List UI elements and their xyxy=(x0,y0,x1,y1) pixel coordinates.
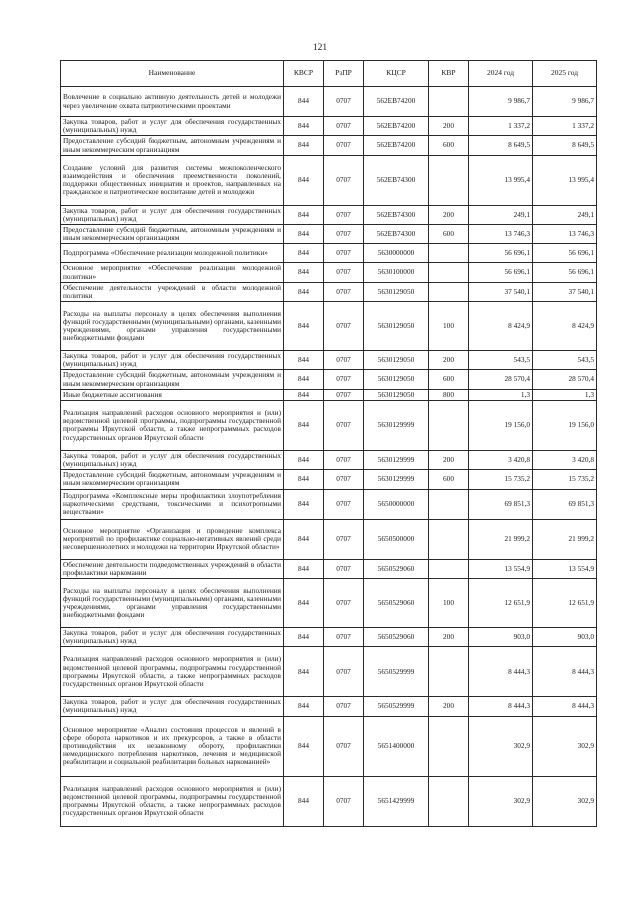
header-kvsr: КВСР xyxy=(284,61,324,87)
header-kcsr: КЦСР xyxy=(364,61,429,87)
cell-2025: 21 999,2 xyxy=(533,519,597,559)
cell-name: Реализация направлений расходов основного мероприятия и (или) ведомственной целевой программы, подпрограммы государственной программы Иркутской области, а также непрограммных расходов государственных органов Иркутской области xyxy=(61,400,284,450)
cell-kvsr: 844 xyxy=(284,263,324,282)
cell-2025: 1 337,2 xyxy=(533,117,597,136)
cell-2025: 56 696,1 xyxy=(533,263,597,282)
cell-kvsr: 844 xyxy=(284,627,324,646)
cell-kcsr: 5630129050 xyxy=(364,389,429,400)
cell-rzpr: 0707 xyxy=(324,647,364,697)
cell-kvr xyxy=(429,716,469,776)
cell-kvr: 200 xyxy=(429,627,469,646)
cell-2025: 15 735,2 xyxy=(533,470,597,489)
table-row xyxy=(61,87,597,117)
cell-rzpr: 0707 xyxy=(324,716,364,776)
cell-2025: 543,5 xyxy=(533,351,597,370)
table-row xyxy=(61,776,597,826)
cell-2024: 543,5 xyxy=(469,351,533,370)
cell-kcsr: 5650529060 xyxy=(364,578,429,627)
cell-2024: 1,3 xyxy=(469,389,533,400)
cell-kvsr: 844 xyxy=(284,117,324,136)
table-row xyxy=(61,489,597,519)
cell-2024: 56 696,1 xyxy=(469,244,533,263)
cell-kcsr: 5630129999 xyxy=(364,400,429,450)
cell-name: Обеспечение деятельности учреждений в области молодежной политики xyxy=(61,282,284,301)
table-row xyxy=(61,627,597,646)
table-row xyxy=(61,351,597,370)
cell-name: Предоставление субсидий бюджетным, автономным учреждениям и иным некоммерческим организациям xyxy=(61,370,284,389)
cell-rzpr: 0707 xyxy=(324,697,364,716)
cell-name: Предоставление субсидий бюджетным, автономным учреждениям и иным некоммерческим организациям xyxy=(61,136,284,155)
cell-kvr: 200 xyxy=(429,205,469,224)
cell-kvsr: 844 xyxy=(284,302,324,351)
cell-kcsr: 562ЕВ74200 xyxy=(364,136,429,155)
cell-rzpr: 0707 xyxy=(324,400,364,450)
cell-rzpr: 0707 xyxy=(324,389,364,400)
cell-2024: 21 999,2 xyxy=(469,519,533,559)
cell-2024: 8 444,3 xyxy=(469,647,533,697)
table-row xyxy=(61,155,597,205)
cell-name: Иные бюджетные ассигнования xyxy=(61,389,284,400)
cell-kvsr: 844 xyxy=(284,155,324,205)
cell-name: Основное мероприятие «Обеспечение реализации молодежной политики» xyxy=(61,263,284,282)
cell-kcsr: 5651429999 xyxy=(364,776,429,826)
cell-kvsr: 844 xyxy=(284,450,324,469)
table-row xyxy=(61,400,597,450)
cell-2024: 302,9 xyxy=(469,716,533,776)
table-row xyxy=(61,559,597,578)
cell-kvr xyxy=(429,87,469,117)
cell-kvsr: 844 xyxy=(284,489,324,519)
cell-kvsr: 844 xyxy=(284,578,324,627)
cell-2025: 8 649,5 xyxy=(533,136,597,155)
cell-kvsr: 844 xyxy=(284,370,324,389)
cell-kvsr: 844 xyxy=(284,716,324,776)
cell-name: Закупка товаров, работ и услуг для обеспечения государственных (муниципальных) нужд xyxy=(61,205,284,224)
cell-kvr: 800 xyxy=(429,389,469,400)
header-rzpr: РзПР xyxy=(324,61,364,87)
cell-kvr: 200 xyxy=(429,117,469,136)
cell-2025: 28 570,4 xyxy=(533,370,597,389)
cell-kvsr: 844 xyxy=(284,389,324,400)
cell-kvr xyxy=(429,244,469,263)
header-2024: 2024 год xyxy=(469,61,533,87)
cell-kvsr: 844 xyxy=(284,400,324,450)
cell-kvr xyxy=(429,155,469,205)
cell-name: Закупка товаров, работ и услуг для обеспечения государственных (муниципальных) нужд xyxy=(61,697,284,716)
cell-kcsr: 5630100000 xyxy=(364,263,429,282)
cell-2025: 9 986,7 xyxy=(533,87,597,117)
cell-kvr: 200 xyxy=(429,351,469,370)
cell-kcsr: 5650529060 xyxy=(364,627,429,646)
cell-2025: 302,9 xyxy=(533,716,597,776)
cell-name: Создание условий для развития системы межпоколенческого взаимодействия и обеспечения преемственности поколений, поддержки общественных инициатив и проектов, направленных на гражданское и патриотическое воспитание детей и молодежи xyxy=(61,155,284,205)
cell-2024: 302,9 xyxy=(469,776,533,826)
cell-rzpr: 0707 xyxy=(324,370,364,389)
cell-name: Предоставление субсидий бюджетным, автономным учреждениям и иным некоммерческим организациям xyxy=(61,225,284,244)
cell-rzpr: 0707 xyxy=(324,282,364,301)
table-row xyxy=(61,370,597,389)
cell-rzpr: 0707 xyxy=(324,470,364,489)
table-header-row xyxy=(61,61,597,87)
cell-name: Закупка товаров, работ и услуг для обеспечения государственных (муниципальных) нужд xyxy=(61,351,284,370)
cell-kvr xyxy=(429,647,469,697)
cell-kvsr: 844 xyxy=(284,282,324,301)
cell-2024: 1 337,2 xyxy=(469,117,533,136)
table-row xyxy=(61,389,597,400)
cell-2024: 8 444,3 xyxy=(469,697,533,716)
cell-2024: 15 735,2 xyxy=(469,470,533,489)
cell-kvsr: 844 xyxy=(284,647,324,697)
cell-2025: 302,9 xyxy=(533,776,597,826)
cell-rzpr: 0707 xyxy=(324,155,364,205)
cell-kcsr: 5650529999 xyxy=(364,647,429,697)
cell-2025: 12 651,9 xyxy=(533,578,597,627)
cell-2025: 249,1 xyxy=(533,205,597,224)
table-row xyxy=(61,519,597,559)
cell-kvr xyxy=(429,400,469,450)
cell-kvsr: 844 xyxy=(284,559,324,578)
cell-kcsr: 5630129050 xyxy=(364,282,429,301)
cell-rzpr: 0707 xyxy=(324,578,364,627)
cell-kvsr: 844 xyxy=(284,470,324,489)
cell-2024: 56 696,1 xyxy=(469,263,533,282)
table-row xyxy=(61,136,597,155)
table-row xyxy=(61,205,597,224)
cell-2025: 19 156,0 xyxy=(533,400,597,450)
cell-name: Закупка товаров, работ и услуг для обеспечения государственных (муниципальных) нужд xyxy=(61,117,284,136)
cell-name: Расходы на выплаты персоналу в целях обеспечения выполнения функций государственными (муниципальными) органами, казенными учреждениями, органами управления государственными внебюджетными фондами xyxy=(61,302,284,351)
cell-2024: 37 540,1 xyxy=(469,282,533,301)
cell-kvr: 600 xyxy=(429,370,469,389)
cell-kvr xyxy=(429,489,469,519)
cell-name: Подпрограмма «Комплексные меры профилактики злоупотребления наркотическими средствами, токсическими и психотропными веществами» xyxy=(61,489,284,519)
header-2025: 2025 год xyxy=(533,61,597,87)
cell-2024: 69 851,3 xyxy=(469,489,533,519)
cell-name: Расходы на выплаты персоналу в целях обеспечения выполнения функций государственными (муниципальными) органами, казенными учреждениями, органами управления государственными внебюджетными фондами xyxy=(61,578,284,627)
cell-2025: 8 424,9 xyxy=(533,302,597,351)
cell-kvr xyxy=(429,776,469,826)
cell-rzpr: 0707 xyxy=(324,136,364,155)
cell-kvr: 600 xyxy=(429,470,469,489)
cell-kcsr: 562ЕВ74300 xyxy=(364,225,429,244)
cell-2025: 13 995,4 xyxy=(533,155,597,205)
cell-kcsr: 5630129999 xyxy=(364,450,429,469)
table-row xyxy=(61,282,597,301)
cell-2024: 28 570,4 xyxy=(469,370,533,389)
cell-kvsr: 844 xyxy=(284,519,324,559)
cell-2024: 249,1 xyxy=(469,205,533,224)
cell-kcsr: 5650500000 xyxy=(364,519,429,559)
cell-rzpr: 0707 xyxy=(324,559,364,578)
cell-rzpr: 0707 xyxy=(324,244,364,263)
cell-kvr xyxy=(429,263,469,282)
cell-2025: 1,3 xyxy=(533,389,597,400)
cell-name: Реализация направлений расходов основного мероприятия и (или) ведомственной целевой программы, подпрограммы государственной программы Иркутской области, а также непрограммных расходов государственных органов Иркутской области xyxy=(61,647,284,697)
table-row xyxy=(61,716,597,776)
cell-kcsr: 5630129999 xyxy=(364,470,429,489)
cell-kvsr: 844 xyxy=(284,136,324,155)
table-row xyxy=(61,117,597,136)
cell-kvr: 200 xyxy=(429,450,469,469)
cell-kvr: 100 xyxy=(429,302,469,351)
cell-2025: 13 746,3 xyxy=(533,225,597,244)
header-kvr: КВР xyxy=(429,61,469,87)
cell-2025: 69 851,3 xyxy=(533,489,597,519)
cell-kcsr: 562ЕВ74200 xyxy=(364,117,429,136)
table-row xyxy=(61,302,597,351)
cell-rzpr: 0707 xyxy=(324,263,364,282)
header-name: Наименование xyxy=(61,61,284,87)
cell-2024: 3 420,8 xyxy=(469,450,533,469)
cell-2025: 8 444,3 xyxy=(533,697,597,716)
cell-kcsr: 562ЕВ74300 xyxy=(364,155,429,205)
cell-2024: 8 424,9 xyxy=(469,302,533,351)
cell-name: Основное мероприятие «Организация и проведение комплекса мероприятий по профилактике социально-негативных явлений среди несовершеннолетних и молодежи на территории Иркутской области» xyxy=(61,519,284,559)
cell-kvsr: 844 xyxy=(284,244,324,263)
cell-2024: 903,0 xyxy=(469,627,533,646)
cell-name: Основное мероприятие «Анализ состояния процессов и явлений в сфере оборота наркотиков и их прекурсоров, а также в области противодействия их незаконному обороту, профилактики немедицинского потребления наркотиков, лечения и медицинской реабилитации и социальной реабилитации больных наркоманией» xyxy=(61,716,284,776)
cell-2025: 37 540,1 xyxy=(533,282,597,301)
cell-rzpr: 0707 xyxy=(324,205,364,224)
cell-kvr: 600 xyxy=(429,225,469,244)
cell-2024: 13 746,3 xyxy=(469,225,533,244)
cell-name: Закупка товаров, работ и услуг для обеспечения государственных (муниципальных) нужд xyxy=(61,450,284,469)
cell-kcsr: 5630129050 xyxy=(364,302,429,351)
table-row xyxy=(61,225,597,244)
page-number: 121 xyxy=(312,43,328,53)
table-row xyxy=(61,450,597,469)
cell-rzpr: 0707 xyxy=(324,489,364,519)
cell-kcsr: 5630000000 xyxy=(364,244,429,263)
cell-rzpr: 0707 xyxy=(324,351,364,370)
cell-name: Закупка товаров, работ и услуг для обеспечения государственных (муниципальных) нужд xyxy=(61,627,284,646)
cell-kvsr: 844 xyxy=(284,205,324,224)
budget-table xyxy=(60,60,597,827)
cell-kcsr: 5650529999 xyxy=(364,697,429,716)
cell-rzpr: 0707 xyxy=(324,225,364,244)
cell-2025: 3 420,8 xyxy=(533,450,597,469)
cell-2024: 13 554,9 xyxy=(469,559,533,578)
cell-kcsr: 5650529060 xyxy=(364,559,429,578)
cell-kvr xyxy=(429,519,469,559)
cell-2025: 13 554,9 xyxy=(533,559,597,578)
cell-kvsr: 844 xyxy=(284,697,324,716)
cell-2025: 56 696,1 xyxy=(533,244,597,263)
table-row xyxy=(61,578,597,627)
cell-2025: 8 444,3 xyxy=(533,647,597,697)
cell-rzpr: 0707 xyxy=(324,117,364,136)
cell-name: Вовлечение в социально активную деятельность детей и молодежи через увеличение охвата патриотическими проектами xyxy=(61,87,284,117)
cell-rzpr: 0707 xyxy=(324,776,364,826)
cell-2024: 9 986,7 xyxy=(469,87,533,117)
cell-2024: 19 156,0 xyxy=(469,400,533,450)
cell-kcsr: 562ЕВ74300 xyxy=(364,205,429,224)
cell-kcsr: 562ЕВ74200 xyxy=(364,87,429,117)
cell-kvr: 600 xyxy=(429,136,469,155)
cell-rzpr: 0707 xyxy=(324,627,364,646)
table-row xyxy=(61,470,597,489)
cell-rzpr: 0707 xyxy=(324,87,364,117)
cell-name: Подпрограмма «Обеспечение реализации молодежной политики» xyxy=(61,244,284,263)
cell-name: Обеспечение деятельности подведомственных учреждений в области профилактики наркомании xyxy=(61,559,284,578)
cell-kcsr: 5630129050 xyxy=(364,351,429,370)
cell-2025: 903,0 xyxy=(533,627,597,646)
cell-rzpr: 0707 xyxy=(324,450,364,469)
cell-name: Реализация направлений расходов основного мероприятия и (или) ведомственной целевой программы, подпрограммы государственной программы Иркутской области, а также непрограммных расходов государственных органов Иркутской области xyxy=(61,776,284,826)
table-row xyxy=(61,647,597,697)
cell-name: Предоставление субсидий бюджетным, автономным учреждениям и иным некоммерческим организациям xyxy=(61,470,284,489)
cell-2024: 12 651,9 xyxy=(469,578,533,627)
cell-2024: 8 649,5 xyxy=(469,136,533,155)
table-row xyxy=(61,263,597,282)
cell-kvsr: 844 xyxy=(284,225,324,244)
cell-kvr xyxy=(429,559,469,578)
cell-kvr: 200 xyxy=(429,697,469,716)
table-row xyxy=(61,244,597,263)
cell-kvr xyxy=(429,282,469,301)
cell-kvsr: 844 xyxy=(284,351,324,370)
cell-kcsr: 5651400000 xyxy=(364,716,429,776)
cell-kvsr: 844 xyxy=(284,87,324,117)
table-row xyxy=(61,697,597,716)
cell-kvr: 100 xyxy=(429,578,469,627)
cell-rzpr: 0707 xyxy=(324,519,364,559)
cell-rzpr: 0707 xyxy=(324,302,364,351)
cell-2024: 13 995,4 xyxy=(469,155,533,205)
table-body xyxy=(61,87,597,827)
cell-kcsr: 5630129050 xyxy=(364,370,429,389)
cell-kvsr: 844 xyxy=(284,776,324,826)
cell-kcsr: 5650000000 xyxy=(364,489,429,519)
